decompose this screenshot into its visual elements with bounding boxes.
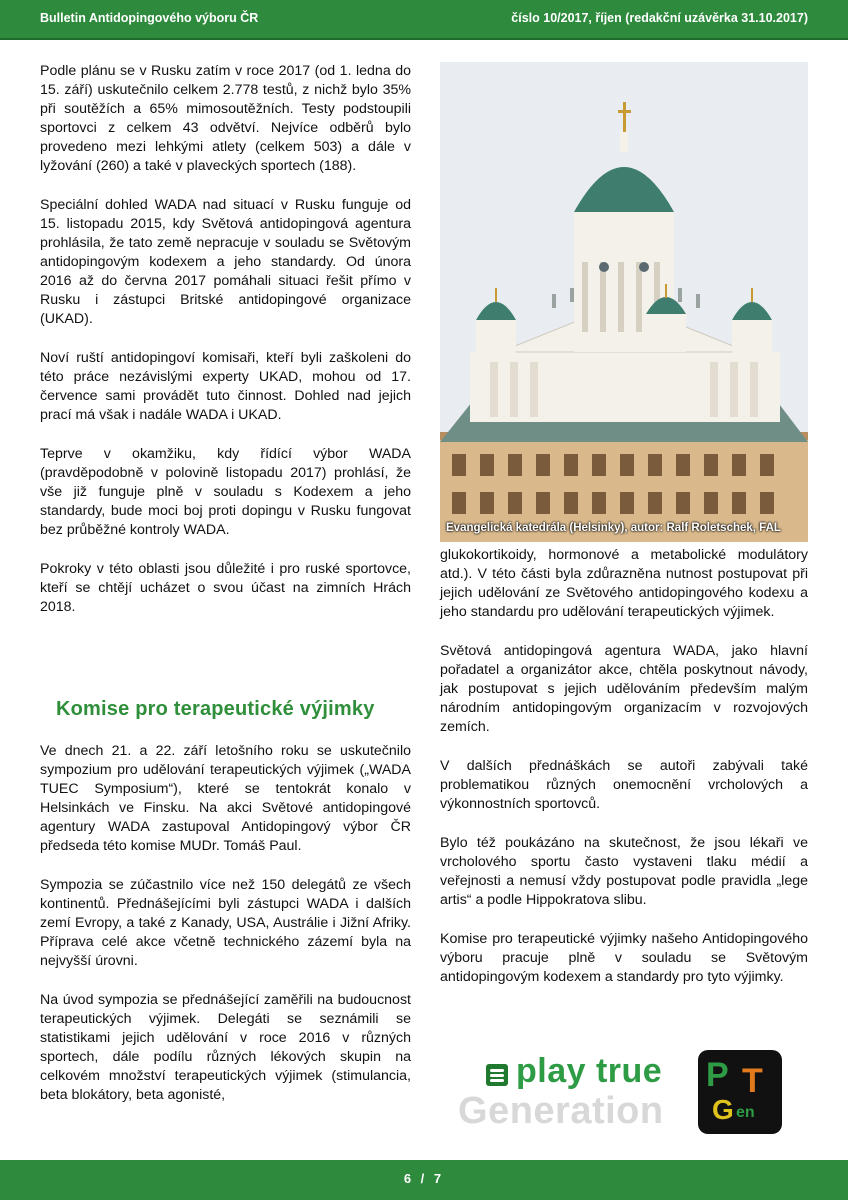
left-column-top <box>40 62 411 637</box>
paragraph: Bylo též poukázáno na skutečnost, že jsou lékaři ve vrcholového sportu často vystaveni tlaku médií a veřejnosti a nemusí vždy postupovat podle pravidla „lege artis“ a podle Hippokratova slibu. <box>440 835 808 908</box>
paragraph: Na úvod sympozia se přednášející zaměřili na budoucnost terapeutických výjimek. Delegáti se seznámili se statistikami jejich udělování v roce 2016 v různých sportech, dále podílu různých lékových skupin na celkovém množství terapeutických výjimek (stimulancia, beta blokátory, beta agonisté, <box>40 992 411 1103</box>
bulletin-title: Bulletin Antidopingového výboru ČR <box>40 11 259 25</box>
paragraph: V dalších přednáškách se autoři zabývali také problematikou různých onemocnění vrcholových a výkonnostních sportovců. <box>440 758 808 812</box>
paragraph: Teprve v okamžiku, kdy řídící výbor WADA (pravděpodobně v polovině listopadu 2017) prohlásí, že vše již funguje plně v souladu s Kodexem a jeho standardy, bude moci boj proti dopingu v Rusku fungovat bez průběžné kontroly WADA. <box>40 446 411 538</box>
ptgen-badge-icon <box>698 1050 782 1134</box>
header-bar <box>0 0 848 40</box>
cathedral-photo <box>440 62 808 542</box>
badge-letter-t: T <box>742 1062 763 1100</box>
badge-letters-en: en <box>736 1104 755 1121</box>
section-heading: Komise pro terapeutické výjimky <box>56 698 375 720</box>
paragraph: Pokroky v této oblasti jsou důležité i pro ruské sportovce, kteří se chtějí ucházet o svou účast na zimních Hrách 2018. <box>40 561 411 615</box>
logo-line1: play true <box>516 1052 663 1090</box>
page-number: 6 / 7 <box>403 1171 445 1186</box>
logo-mark-icon <box>486 1064 508 1086</box>
paragraph: glukokortikoidy, hormonové a metabolické modulátory atd.). V této části byla zdůrazněna nutnost postupovat při jejich udělování ze Světového antidopingového kodexu a jeho standardu pro udělování terapeutických výjimek. <box>440 547 808 620</box>
left-column-bottom <box>40 742 411 1125</box>
logo-line2: Generation <box>458 1090 664 1132</box>
paragraph: Noví ruští antidopingoví komisaři, kteří byli zaškoleni do této práce nezávislými experty UKAD, mohou od 17. července sami provádět tuto činnost. Dohled nad jejich prací má však i nadále WADA i UKAD. <box>40 350 411 423</box>
badge-letter-g: G <box>712 1094 734 1125</box>
right-column <box>440 546 808 1007</box>
paragraph: Sympozia se zúčastnilo více než 150 delegátů ze všech kontinentů. Přednášejícími byli zástupci WADA i dalších zemí Evropy, a také z Kanady, USA, Austrálie i Jižní Afriky. Příprava celé akce včetně technického zázemí byla na nejvyšší úrovni. <box>40 877 411 969</box>
paragraph: Podle plánu se v Rusku zatím v roce 2017 (od 1. ledna do 15. září) uskutečnilo celkem 2.778 testů, z nichž bylo 35% při soutěžích a 65% mimosoutěžních. Testy podstoupili sportovci z celkem 43 odvětví. Nejvíce odběrů bylo provedeno mezi lehkými atlety (celkem 503) a dále v lyžování (260) a také v plaveckých sportech (188). <box>40 63 411 174</box>
footer-bar <box>0 1160 848 1200</box>
play-true-generation-logo <box>456 1050 812 1136</box>
photo-caption: Evangelická katedrála (Helsinky), autor: Ralf Roletschek, FAL <box>446 522 781 534</box>
paragraph: Ve dnech 21. a 22. září letošního roku se uskutečnilo sympozium pro udělování terapeutických výjimek („WADA TUEC Symposium“), které se tentokrát konalo v Helsinkách ve Finsku. Na akci Světové antidopingové agentury WADA zastupoval Antidopingový výbor ČR předseda této komise MUDr. Tomáš Paul. <box>40 743 411 854</box>
badge-letter-p: P <box>706 1056 729 1094</box>
cathedral-illustration <box>440 62 808 542</box>
paragraph: Světová antidopingová agentura WADA, jako hlavní pořadatel a organizátor akce, chtěla poskytnout návody, jak postupovat s jejich udělováním především malým národním antidopingovým organizacím v rozvojových zemích. <box>440 643 808 735</box>
issue-info: číslo 10/2017, říjen (redakční uzávěrka 31.10.2017) <box>511 11 808 25</box>
paragraph: Komise pro terapeutické výjimky našeho Antidopingového výboru pracuje plně v souladu se Světovým antidopingovým kodexem a standardy pro tyto výjimky. <box>440 931 808 985</box>
paragraph: Speciální dohled WADA nad situací v Rusku funguje od 15. listopadu 2015, kdy Světová antidopingová agentura prohlásila, že tato země nepracuje v souladu se Světovým antidopingovým kodexem a jeho standardy. Od února 2016 až do června 2017 pomáhali situaci řešit přímo v Rusku i zástupci Britské antidopingové organizace (UKAD). <box>40 197 411 327</box>
